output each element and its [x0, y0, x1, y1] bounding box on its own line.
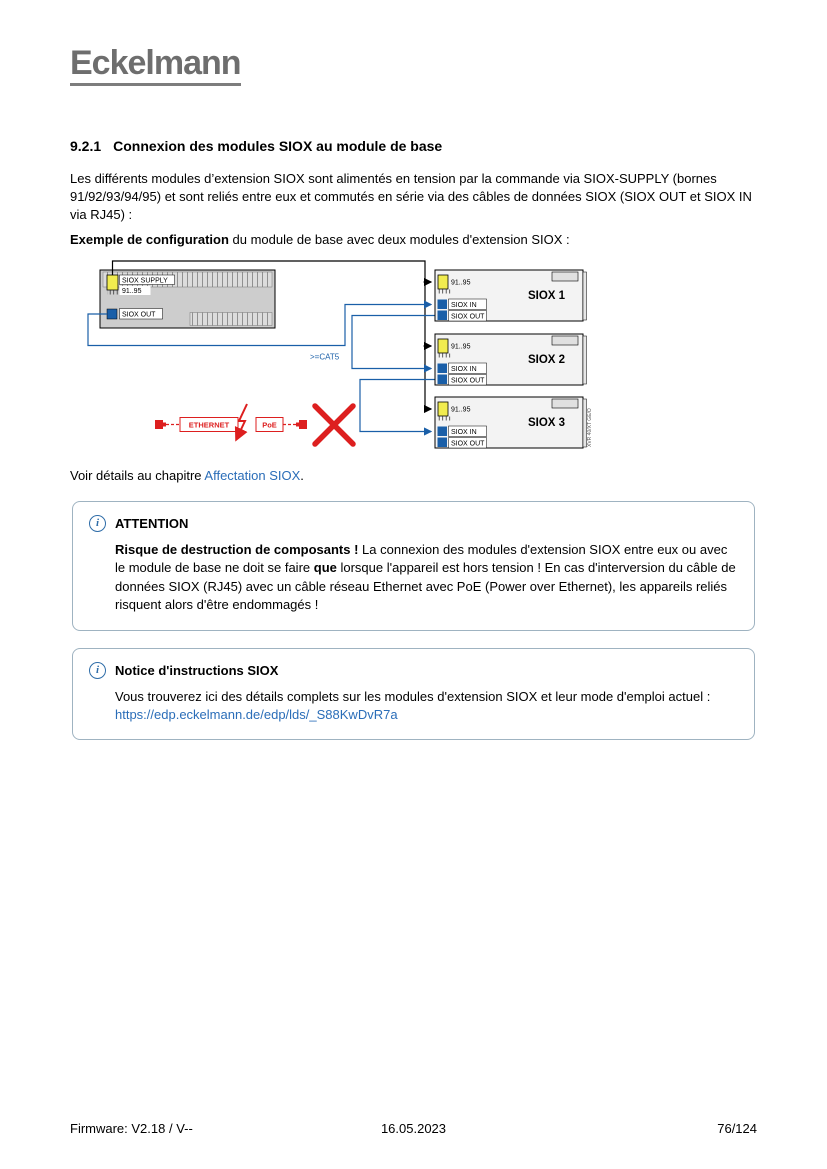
supply-label: SIOX SUPPLY	[122, 277, 168, 285]
config-diagram	[70, 255, 760, 463]
intro-paragraph: Les différents modules d’extension SIOX sont alimentés en tension par la commande via SIOX-SUPPLY (bornes 91/92/93/94/95) et sont reliés entre eux et commutés en série via des câbles de données SIOX (SIOX OUT et SIOX IN via RJ45) :	[70, 171, 752, 222]
module-connector	[552, 272, 578, 281]
terminals-label: 91..95	[451, 279, 471, 287]
notice-header	[89, 662, 738, 679]
info-icon: i	[89, 515, 106, 532]
poe-label: PoE	[262, 420, 277, 430]
terminal-91-95	[438, 402, 448, 416]
page-footer	[70, 1121, 757, 1136]
terminal-comb	[438, 289, 452, 293]
module-connector	[552, 336, 578, 345]
attention-text-2: lorsque l'appareil est hors tension ! En cas d'interversion du câble de données SIOX (RJ45) avec un câble réseau Ethernet avec PoE (Power over Ethernet), les appareils reliés risquent alors d'être endommagés !	[115, 560, 736, 613]
terminals-label: 91..95	[451, 406, 471, 414]
attention-header	[89, 515, 738, 532]
module-name: SIOX 2	[528, 353, 566, 366]
ethernet-poe-warning	[155, 404, 353, 444]
siox-in-port	[438, 426, 448, 436]
lightning-bolt-icon	[237, 404, 247, 438]
attention-bold-lead: Risque de destruction de composants !	[115, 541, 359, 557]
affectation-siox-link[interactable]: Affectation SIOX	[204, 467, 301, 483]
example-line	[70, 231, 757, 249]
siox-out-port	[438, 374, 448, 384]
attention-title: ATTENTION	[115, 515, 189, 531]
terminal-comb	[107, 290, 120, 294]
footer-page-number: 76/124	[717, 1121, 757, 1136]
terminal-91-95	[438, 275, 448, 289]
siox-in-port	[438, 299, 448, 309]
terminal-91-95	[438, 339, 448, 353]
siox-out-label: SIOX OUT	[451, 440, 485, 448]
siox-out-port	[438, 310, 448, 320]
eckelmann-logo: Eckelmann	[70, 46, 241, 86]
base-siox-out-port	[107, 309, 117, 319]
siox-module-2	[435, 334, 587, 385]
siox-in-label: SIOX IN	[451, 365, 477, 373]
section-title: Connexion des modules SIOX au module de base	[113, 138, 443, 154]
see-also-prefix: Voir détails au chapitre	[70, 467, 205, 483]
notice-text: Vous trouverez ici des détails complets sur les modules d'extension SIOX et leur mode d'emploi actuel :	[115, 688, 711, 704]
example-rest: du module de base avec deux modules d'extension SIOX :	[228, 231, 570, 247]
siox-out-port	[438, 437, 448, 447]
info-icon: i	[89, 662, 106, 679]
supply-terminal	[107, 275, 118, 290]
module-type-side-label: XVR 40/XT GE/O	[587, 407, 593, 447]
attention-body	[115, 541, 738, 615]
footer-date: 16.05.2023	[380, 1121, 447, 1136]
siox-manual-link[interactable]: https://edp.eckelmann.de/edp/lds/_S88KwDvR7a	[115, 706, 398, 722]
base-terminals-label: 91..95	[122, 287, 142, 295]
see-also-line	[70, 467, 757, 485]
siox-out-label: SIOX OUT	[451, 377, 485, 385]
siox-module-1	[435, 270, 587, 321]
siox-in-label: SIOX IN	[451, 301, 477, 309]
base-out-label: SIOX OUT	[122, 311, 156, 319]
module-name: SIOX 1	[528, 289, 566, 302]
notice-box	[72, 648, 755, 741]
attention-bold-que: que	[313, 560, 337, 576]
siox-out-label: SIOX OUT	[451, 313, 485, 321]
plug-icon	[155, 420, 163, 429]
ethernet-label: ETHERNET	[188, 420, 230, 430]
wire-junction	[424, 280, 427, 283]
notice-body	[115, 688, 738, 725]
attention-box	[72, 501, 755, 631]
siox-in-port	[438, 363, 448, 373]
terminal-comb	[438, 353, 452, 357]
wire-junction	[424, 344, 427, 347]
module-side	[583, 272, 587, 320]
cat5-label: >=CAT5	[310, 352, 340, 362]
module-side	[583, 399, 587, 447]
terminals-label: 91..95	[451, 343, 471, 351]
module-side	[583, 336, 587, 384]
section-number: 9.2.1	[70, 138, 102, 154]
base-module	[100, 270, 275, 328]
forbidden-x-icon	[315, 406, 353, 444]
plug-icon	[299, 420, 307, 429]
see-also-suffix: .	[300, 467, 304, 483]
section-heading	[70, 138, 757, 154]
footer-firmware: Firmware: V2.18 / V--	[70, 1121, 193, 1136]
base-terminal-strip-bottom	[190, 312, 272, 325]
siox-module-3	[435, 397, 593, 448]
data-wire-module2-to-module3	[360, 379, 438, 431]
plug-pin	[163, 422, 166, 426]
attention-text-1: La connexion des modules d'extension SIOX entre eux ou avec le module de base ne doit se faire	[115, 541, 728, 576]
example-bold: Exemple de configuration	[70, 231, 229, 247]
module-connector	[552, 399, 578, 408]
terminal-comb	[438, 416, 452, 420]
module-name: SIOX 3	[528, 416, 566, 429]
plug-pin	[296, 422, 299, 426]
siox-in-label: SIOX IN	[451, 428, 477, 436]
notice-title: Notice d'instructions SIOX	[115, 662, 279, 678]
